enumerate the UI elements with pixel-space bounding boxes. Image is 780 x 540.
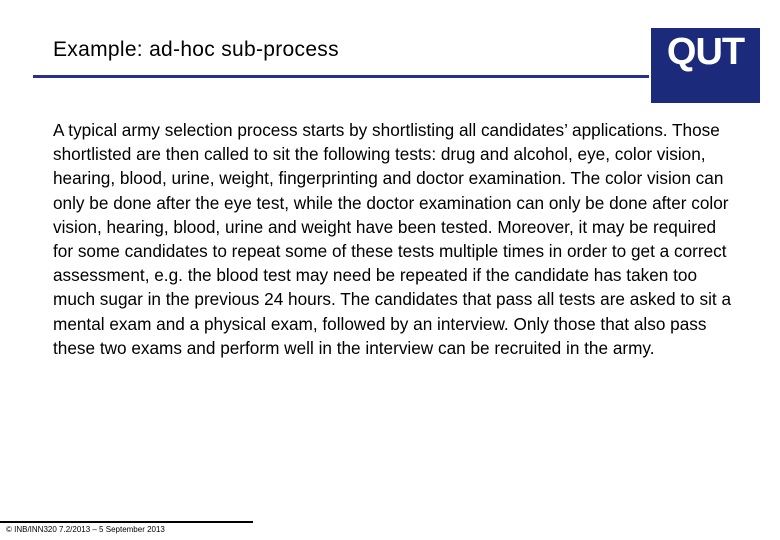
title-divider <box>33 75 649 78</box>
slide-title: Example: ad-hoc sub-process <box>53 38 339 61</box>
logo-text: QUT <box>666 31 745 73</box>
body-paragraph: A typical army selection process starts by shortlisting all candidates’ applications. Those shortlisted are then called to sit the following tests: drug and alcohol, eye, color vision, hearing, blood, urine, weight, fingerprinting and doctor examination. The color vision can only be done after the eye test, while the doctor examination can only be done after color vision, hearing, blood, urine and weight have been tested. Moreover, it may be required for some candidates to repeat some of these tests multiple times in order to get a correct assessment, e.g. the blood test may need be repeated if the candidate has taken too much sugar in the previous 24 hours. The candidates that pass all tests are asked to sit a mental exam and a physical exam, followed by an interview. Only those that also pass these two exams and perform well in the interview can be recruited in the army. <box>53 120 732 358</box>
footer-divider <box>0 521 253 523</box>
footer-text: © INB/INN320 7.2/2013 – 5 September 2013 <box>6 525 165 534</box>
qut-logo <box>651 28 760 103</box>
